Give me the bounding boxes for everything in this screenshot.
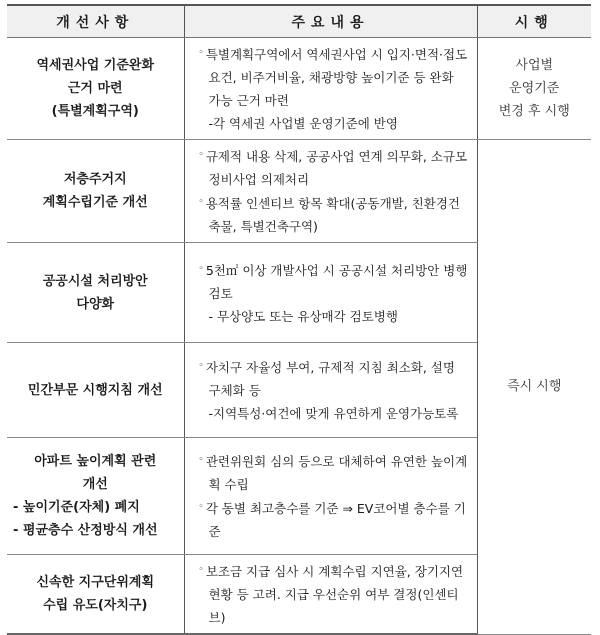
content-bullet: ◦ 5천㎡ 이상 개발사업 시 공공시설 처리방안 병행검토 (198, 262, 468, 301)
impl-line: 사업별 (515, 58, 554, 73)
item-line: - 평균층수 산정방식 개선 (13, 523, 158, 538)
item-line: (특별계획구역) (51, 104, 139, 119)
item-line: 아파트 높이계획 관련 (34, 454, 157, 469)
main-content (184, 343, 477, 438)
table-row (7, 38, 591, 140)
bullet-icon: ◦ (198, 263, 204, 274)
item-line: 수립 유도(자치구) (43, 598, 148, 613)
bullet-icon: ◦ (198, 502, 204, 512)
improvement-item (7, 438, 184, 555)
item-line: 다양화 (76, 296, 115, 312)
item-line: 공공시설 처리방안 (42, 273, 148, 289)
content-bullet: ◦ 특별계획구역에서 역세권사업 시 입지·면적·접도요건, 비주거비율, 채광방향 높이기준 등 완화 가능 근거 마련 (198, 47, 468, 108)
header-implementation: 시행 (477, 5, 591, 38)
main-content (184, 38, 477, 140)
main-content (184, 555, 477, 635)
policy-improvement-table (7, 4, 591, 635)
improvement-item (7, 140, 184, 243)
bullet-icon: ◦ (198, 455, 204, 465)
improvement-item (7, 343, 184, 438)
improvement-item (7, 38, 184, 140)
table-row (7, 140, 591, 243)
main-content (184, 243, 477, 343)
table-header-row (7, 5, 591, 38)
item-line: 신속한 지구단위계획 (36, 575, 155, 590)
bullet-icon: ◦ (198, 565, 204, 575)
header-main-content: 주요내용 (184, 5, 477, 38)
content-sub: - 무상양도 또는 유상매각 검토병행 (208, 308, 398, 324)
bullet-icon: ◦ (198, 197, 204, 207)
improvement-item (7, 555, 184, 635)
main-content (184, 438, 477, 555)
item-line: 개선 (82, 477, 108, 492)
item-line: 저층주거지 (63, 172, 127, 187)
bullet-icon: ◦ (198, 361, 204, 371)
bullet-icon: ◦ (198, 48, 204, 58)
item-line: - 높이기준(자체) 폐지 (13, 500, 140, 515)
implementation-cell (477, 38, 591, 140)
content-sub: -각 역세권 사업별 운영기준에 반영 (208, 116, 398, 131)
content-bullet: ◦ 자치구 자율성 부여, 규제적 지침 최소화, 설명 구체화 등 (198, 360, 455, 398)
content-bullet: ◦ 용적률 인센티브 항목 확대(공동개발, 친환경건축물, 특별건축구역) (198, 196, 460, 234)
content-bullet: ◦ 관련위원회 심의 등으로 대체하여 유연한 높이계획 수립 (198, 454, 468, 492)
impl-line: 변경 후 시행 (498, 104, 570, 119)
item-line: 근거 마련 (67, 81, 123, 96)
content-bullet: ◦ 규제적 내용 삭제, 공공사업 연계 의무화, 소규모정비사업 의제처리 (198, 149, 468, 187)
main-content (184, 140, 477, 243)
impl-line: 운영기준 (509, 81, 560, 96)
content-sub: -지역특성·여건에 맞게 유연하게 운영가능토록 (208, 406, 459, 421)
item-line: 계획수립기준 개선 (42, 195, 148, 210)
item-line: 역세권사업 기준완화 (36, 58, 155, 73)
content-bullet: ◦ 보조금 지급 심사 시 계획수립 지연율, 장기지연 현황 등 고려. 지급 우선순위 여부 결정(인센티브) (198, 564, 464, 625)
header-improvement: 개선사항 (7, 5, 184, 38)
item-line: 민간부문 시행지침 개선 (27, 382, 163, 398)
implementation-cell-merged: 즉시 시행 (477, 140, 591, 635)
improvement-item (7, 243, 184, 343)
bullet-icon: ◦ (198, 150, 204, 160)
content-bullet: ◦ 각 동별 최고층수를 기준 ⇒ EV코어별 층수를 기준 (198, 501, 466, 539)
